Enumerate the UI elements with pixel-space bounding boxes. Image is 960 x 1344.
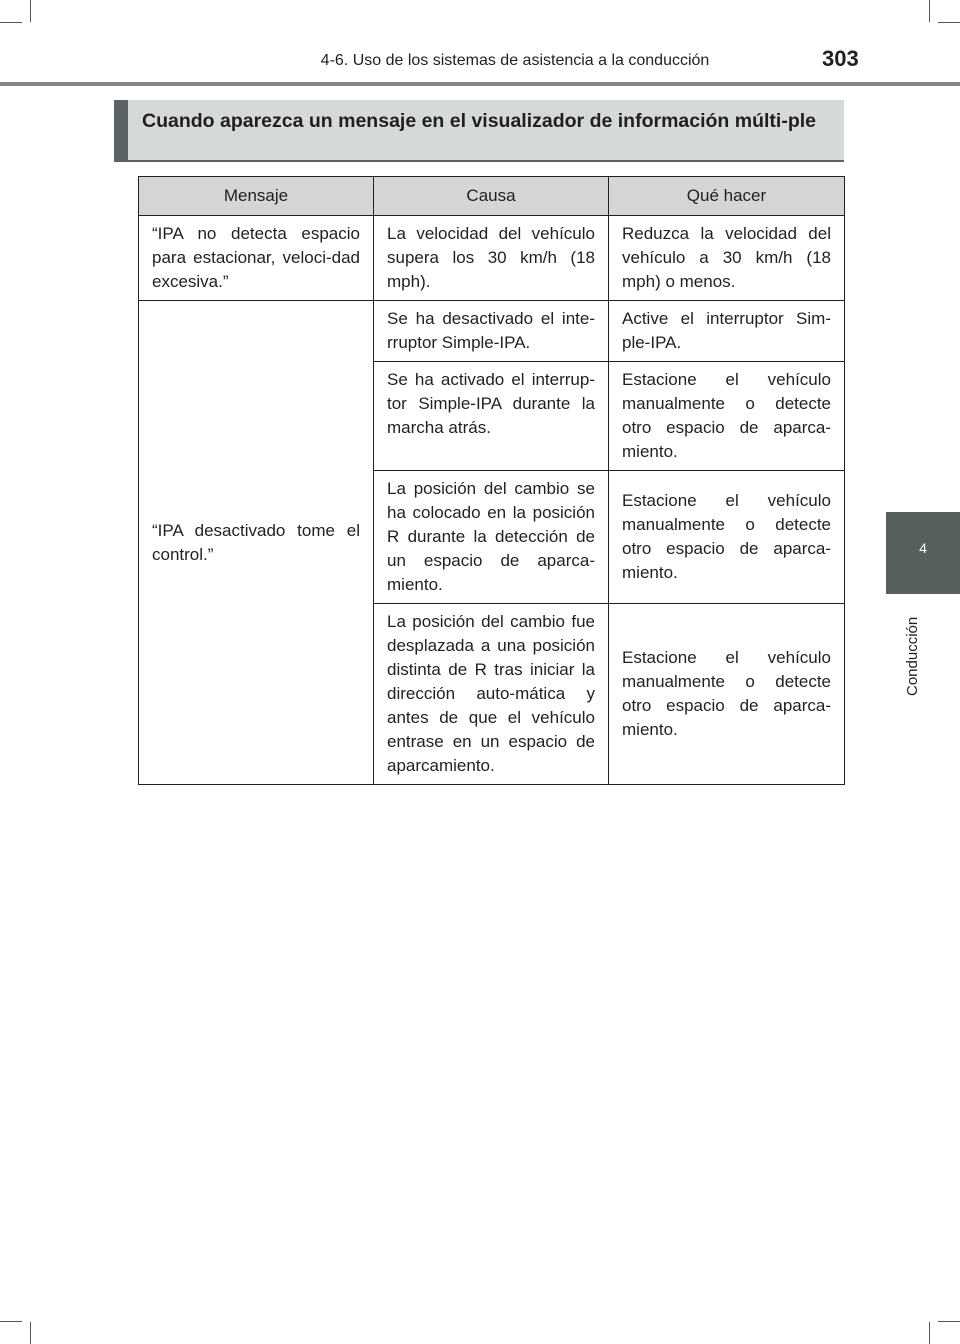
chapter-number: 4 [919,540,927,556]
chapter-name: Conducción [904,616,921,696]
crop-mark [30,0,31,22]
column-header-mensaje: Mensaje [139,177,374,216]
section-title: Cuando aparezca un mensaje en el visualizador de información múlti-ple [142,110,816,132]
crop-mark [0,1321,22,1322]
cause-cell: Se ha activado el interrup-tor Simple-IPA durante la marcha atrás. [374,362,609,471]
message-table [138,176,845,785]
header-rule [0,82,960,86]
action-cell: Estacione el vehículo manualmente o detecte otro espacio de aparca-miento. [609,471,845,604]
column-header-que-hacer: Qué hacer [609,177,845,216]
column-header-causa: Causa [374,177,609,216]
table-header-row [139,177,845,216]
action-cell: Active el interruptor Sim-ple-IPA. [609,301,845,362]
crop-mark [0,22,22,23]
crop-mark [929,0,930,22]
table-row [139,216,845,301]
message-cell: “IPA no detecta espacio para estacionar, veloci-dad excesiva.” [139,216,374,301]
cause-cell: Se ha desactivado el inte-rruptor Simple-IPA. [374,301,609,362]
section-path: 4-6. Uso de los sistemas de asistencia a la conducción [320,52,710,69]
table-row [139,301,845,362]
crop-mark [929,1322,930,1344]
cause-cell: La velocidad del vehículo supera los 30 km/h (18 mph). [374,216,609,301]
section-heading-box [114,100,844,162]
action-cell: Estacione el vehículo manualmente o detecte otro espacio de aparca-miento. [609,362,845,471]
cause-cell: La posición del cambio fue desplazada a una posición distinta de R tras iniciar la dirección auto-mática y antes de que el vehículo entrase en un espacio de aparcamiento. [374,604,609,785]
chapter-tab [886,512,960,594]
cause-cell: La posición del cambio se ha colocado en la posición R durante la detección de un espacio de aparca-miento. [374,471,609,604]
page-number: 303 [822,46,859,71]
crop-mark [938,1321,960,1322]
action-cell: Estacione el vehículo manualmente o detecte otro espacio de aparca-miento. [609,604,845,785]
crop-mark [30,1322,31,1344]
crop-mark [938,22,960,23]
message-cell: “IPA desactivado tome el control.” [139,301,374,785]
action-cell: Reduzca la velocidad del vehículo a 30 km/h (18 mph) o menos. [609,216,845,301]
